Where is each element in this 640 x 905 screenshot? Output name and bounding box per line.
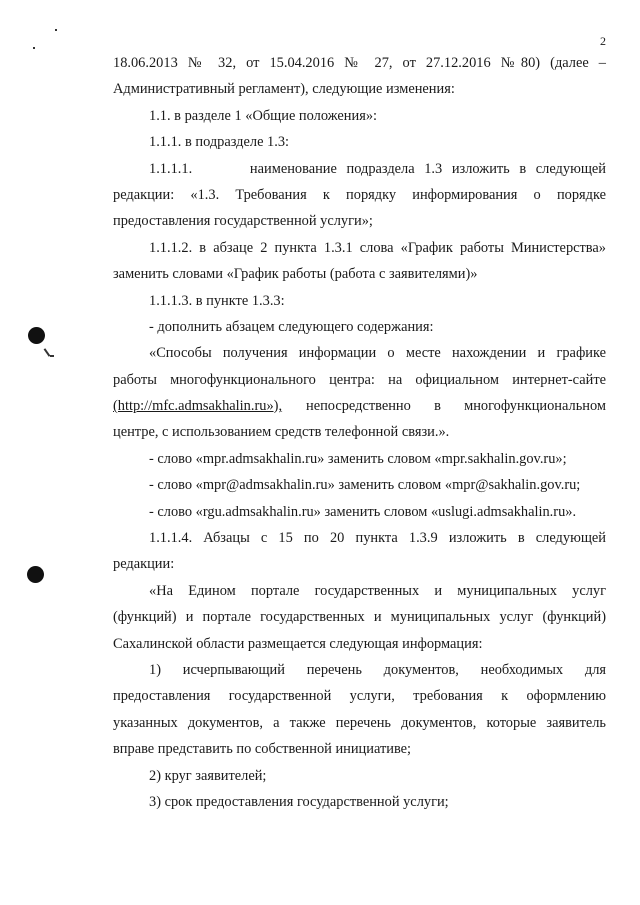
text-line: - слово «rgu.admsakhalin.ru» заменить словом «uslugi.admsakhalin.ru». bbox=[149, 503, 577, 520]
scan-speck bbox=[50, 355, 54, 357]
text-line: «Способы получения информации о месте нахождении и графике bbox=[149, 345, 606, 362]
scan-speck bbox=[33, 47, 35, 49]
text-line: - дополнить абзацем следующего содержания: bbox=[149, 318, 434, 335]
text-line: указанных документов, а также перечень документов, которые заявитель bbox=[113, 714, 606, 731]
text-fragment: непосредственно в многофункциональном bbox=[306, 398, 606, 415]
text-line: Сахалинской области размещается следующая информация: bbox=[113, 635, 483, 652]
text-line: 1.1.1.2. в абзаце 2 пункта 1.3.1 слова «График работы Министерства» bbox=[149, 239, 606, 256]
punch-hole-bottom bbox=[27, 566, 44, 583]
text-line: - слово «mpr.admsakhalin.ru» заменить словом «mpr.sakhalin.gov.ru»; bbox=[149, 450, 567, 467]
text-line: - слово «mpr@admsakhalin.ru» заменить словом «mpr@sakhalin.gov.ru; bbox=[149, 477, 581, 494]
text-line: 1.1.1.1. наименование подраздела 1.3 изложить в следующей bbox=[149, 160, 606, 177]
text-line: предоставления государственной услуги»; bbox=[113, 213, 373, 230]
text-line: 1) исчерпывающий перечень документов, необходимых для bbox=[149, 661, 606, 678]
mfc-site-link[interactable]: (http://mfc.admsakhalin.ru»), bbox=[113, 398, 283, 415]
text-line: 1.1.1. в подразделе 1.3: bbox=[149, 134, 290, 151]
text-line: Административный регламент), следующие изменения: bbox=[113, 81, 455, 98]
text-line: 3) срок предоставления государственной услуги; bbox=[149, 793, 449, 810]
page-number: 2 bbox=[600, 34, 606, 48]
text-line: вправе представить по собственной инициативе; bbox=[113, 741, 412, 758]
text-line: предоставления государственной услуги, требования к оформлению bbox=[113, 688, 606, 705]
text-line: 18.06.2013 № 32, от 15.04.2016 № 27, от 27.12.2016 №80) (далее – bbox=[113, 55, 606, 71]
text-line: 1.1. в разделе 1 «Общие положения»: bbox=[149, 107, 378, 124]
text-line: 1.1.1.3. в пункте 1.3.3: bbox=[149, 292, 285, 309]
text-line: заменить словами «График работы (работа с заявителями)» bbox=[113, 266, 478, 283]
text-line: центре, с использованием средств телефонной связи.». bbox=[113, 424, 450, 441]
text-line: редакции: «1.3. Требования к порядку информирования о порядке bbox=[113, 186, 606, 203]
text-line: 2) круг заявителей; bbox=[149, 767, 267, 784]
text-line: 1.1.1.4. Абзацы с 15 по 20 пункта 1.3.9 изложить в следующей bbox=[149, 530, 606, 547]
text-line: работы многофункционального центра: на официальном интернет-сайте bbox=[113, 371, 606, 388]
punch-hole-top bbox=[28, 327, 45, 344]
text-line: редакции: bbox=[113, 556, 175, 573]
scan-speck bbox=[55, 29, 57, 31]
text-line: «На Едином портале государственных и муниципальных услуг bbox=[149, 582, 606, 599]
text-line: (функций) и портале государственных и муниципальных услуг (функций) bbox=[113, 609, 606, 626]
document-body bbox=[113, 50, 606, 815]
text-line-with-link bbox=[113, 393, 606, 419]
